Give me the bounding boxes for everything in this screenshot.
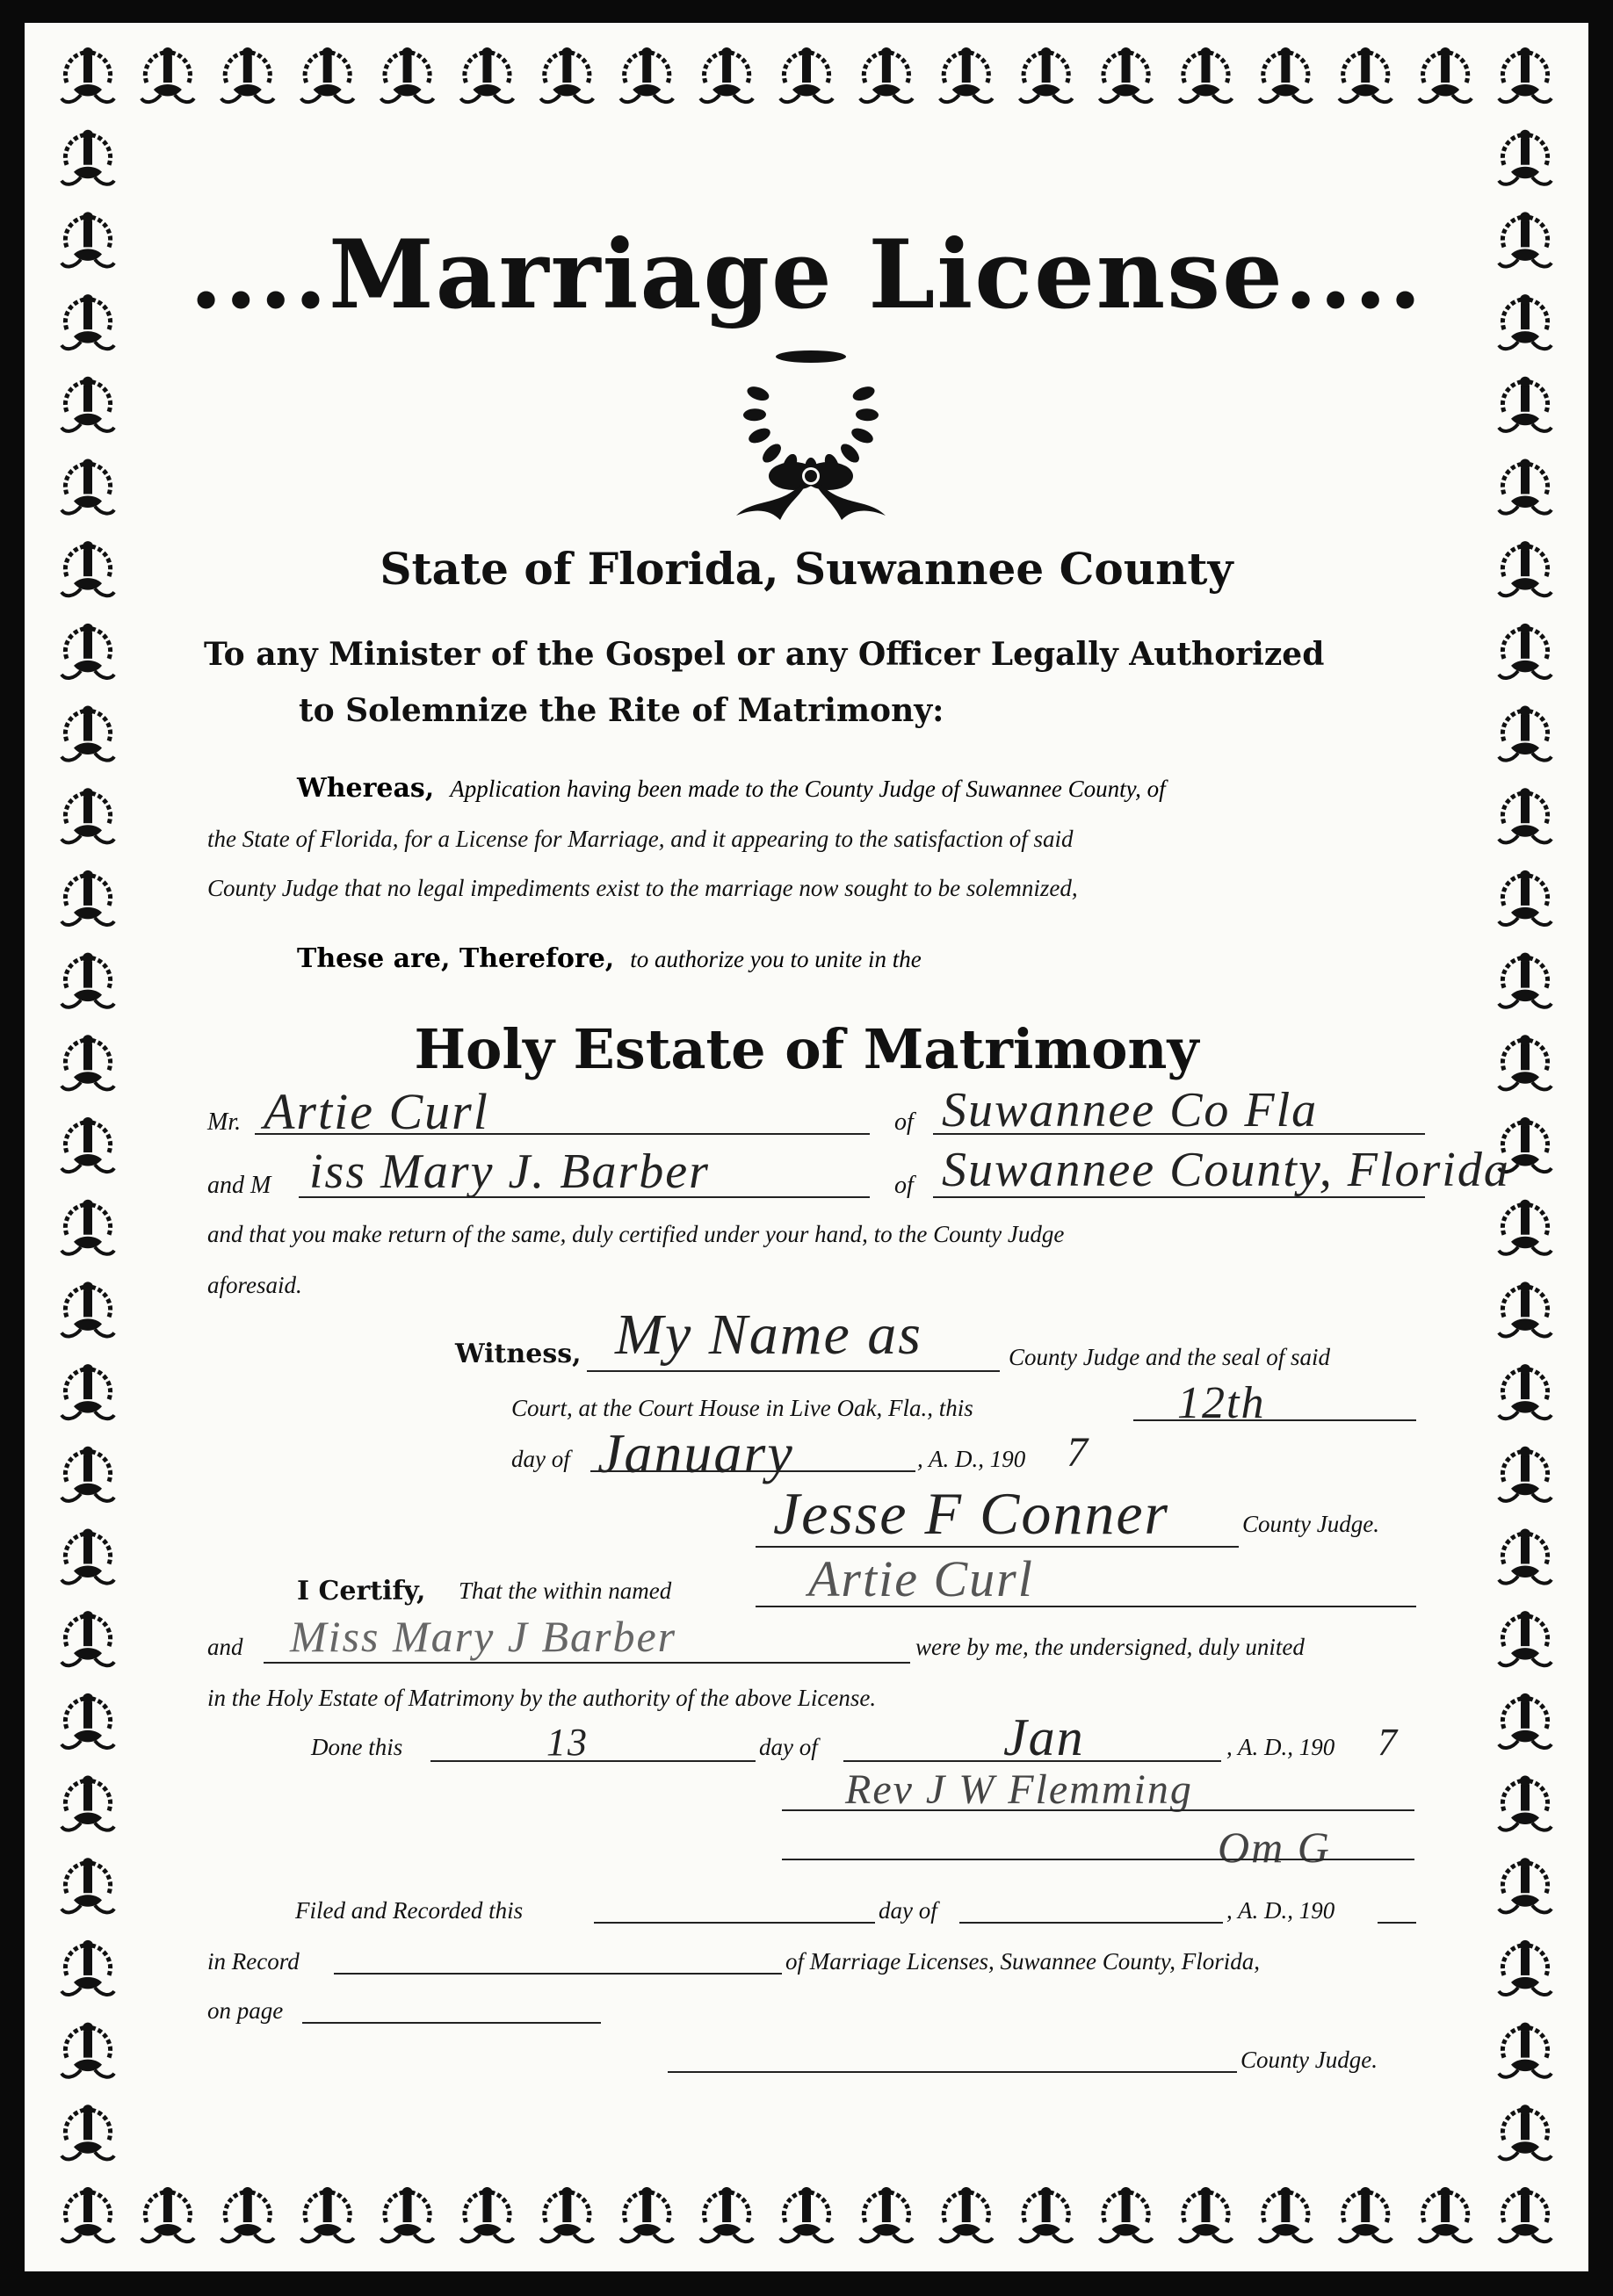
and-label: and	[207, 1634, 243, 1660]
border-ornament-icon	[1499, 1447, 1552, 1501]
groom-name-line	[255, 1133, 870, 1135]
filed-day-of-label: day of	[879, 1897, 937, 1924]
on-page-line	[302, 2022, 601, 2024]
whereas-line-3: County Judge that no legal impediments exist to the marriage now sought to be solemnized,	[207, 875, 1078, 901]
certify-groom: Artie Curl	[808, 1550, 1034, 1607]
authority-text: in the Holy Estate of Matrimony by the authority of the above License.	[207, 1685, 877, 1711]
in-record-line	[334, 1973, 782, 1975]
border-ornament-icon	[860, 2187, 913, 2242]
border-ornament-icon	[1499, 1364, 1552, 1419]
issue-ad-label: , A. D., 190	[917, 1446, 1026, 1472]
border-ornament-icon	[61, 1776, 114, 1830]
border-ornament-icon	[1100, 2187, 1153, 2242]
border-ornament-icon	[221, 47, 274, 102]
filed-year-line	[1378, 1922, 1416, 1924]
border-ornament-icon	[1499, 706, 1552, 761]
done-year-digit: 7	[1378, 1721, 1399, 1764]
these-text: to authorize you to unite in the	[630, 946, 922, 972]
border-ornament-icon	[700, 47, 753, 102]
border-ornament-icon	[1179, 2187, 1232, 2242]
done-this-label: Done this	[311, 1734, 403, 1760]
border-ornament-icon	[1339, 47, 1392, 102]
border-ornament-icon	[61, 953, 114, 1007]
border-ornament-icon	[381, 47, 434, 102]
final-judge-line	[668, 2071, 1237, 2073]
groom-residence: Suwannee Co Fla	[942, 1083, 1319, 1137]
border-ornament-icon	[460, 47, 513, 102]
border-ornament-icon	[940, 47, 993, 102]
filed-label: Filed and Recorded this	[295, 1897, 524, 1924]
border-ornament-icon	[301, 47, 354, 102]
border-ornament-icon	[1499, 1282, 1552, 1336]
county-judge-label: County Judge.	[1242, 1511, 1379, 1537]
done-month: Jan	[1003, 1708, 1085, 1766]
border-ornament-icon	[61, 1117, 114, 1172]
groom-of-label: of	[894, 1108, 914, 1136]
certify-bride-line	[264, 1662, 910, 1664]
return-line-2: aforesaid.	[207, 1272, 302, 1298]
done-day-of-label: day of	[759, 1734, 818, 1760]
border-ornament-icon	[1259, 2187, 1312, 2242]
minister-signature-line	[782, 1809, 1414, 1811]
filed-month-line	[959, 1922, 1223, 1924]
bride-name: iss Mary J. Barber	[309, 1144, 710, 1199]
border-ornament-icon	[61, 130, 114, 184]
border-ornament-icon	[61, 2105, 114, 2159]
border-ornament-icon	[1499, 2187, 1552, 2242]
border-ornament-icon	[1499, 953, 1552, 1007]
border-ornament-icon	[61, 1447, 114, 1501]
filed-ad-label: , A. D., 190	[1226, 1897, 1335, 1924]
border-ornament-icon	[1499, 2023, 1552, 2077]
border-ornament-icon	[61, 1364, 114, 1419]
and-m-label: and M	[207, 1172, 271, 1199]
border-ornament-icon	[780, 47, 833, 102]
witness-lead: Witness,	[455, 1339, 582, 1369]
border-ornament-icon	[1499, 1200, 1552, 1254]
final-judge-label: County Judge.	[1240, 2047, 1378, 2073]
border-ornament-icon	[1020, 47, 1073, 102]
issue-day-line	[1133, 1419, 1416, 1421]
border-ornament-icon	[1499, 870, 1552, 925]
border-ornament-icon	[61, 2023, 114, 2077]
border-ornament-icon	[1020, 2187, 1073, 2242]
border-ornament-icon	[1419, 47, 1472, 102]
border-ornament-icon	[1419, 2187, 1472, 2242]
bride-name-line	[299, 1196, 870, 1198]
border-ornament-icon	[61, 1858, 114, 1912]
border-ornament-icon	[1499, 1528, 1552, 1583]
border-ornament-icon	[940, 2187, 993, 2242]
in-record-label: in Record	[207, 1948, 300, 1975]
border-ornament-icon	[700, 2187, 753, 2242]
witness-line	[587, 1370, 1000, 1372]
record-text: of Marriage Licenses, Suwannee County, Florida,	[785, 1948, 1260, 1975]
on-page-label: on page	[207, 1997, 284, 2024]
mr-label: Mr.	[207, 1108, 242, 1136]
border-ornament-icon	[61, 624, 114, 678]
done-month-line	[843, 1760, 1221, 1762]
these-lead: These are, Therefore,	[297, 943, 615, 974]
border-ornament-icon	[780, 2187, 833, 2242]
certify-groom-line	[756, 1606, 1416, 1607]
address-line-2: to Solemnize the Rite of Matrimony:	[299, 692, 944, 729]
done-day-line	[430, 1760, 756, 1762]
minister-signature: Rev J W Flemming	[845, 1766, 1193, 1813]
done-ad-label: , A. D., 190	[1226, 1734, 1335, 1760]
border-ornament-icon	[1499, 2105, 1552, 2159]
border-ornament-icon	[61, 1940, 114, 1995]
address-line-1: To any Minister of the Gospel or any Officer Legally Authorized	[204, 636, 1325, 673]
wreath-icon	[710, 344, 912, 529]
border-ornament-icon	[61, 870, 114, 925]
border-ornament-icon	[61, 1200, 114, 1254]
groom-residence-line	[933, 1133, 1425, 1135]
border-ornament-icon	[1499, 788, 1552, 842]
judge-signature-line	[756, 1546, 1239, 1548]
border-ornament-icon	[620, 47, 673, 102]
filed-day-line	[594, 1922, 875, 1924]
court-text: Court, at the Court House in Live Oak, Fla., this	[511, 1395, 973, 1421]
holy-estate-heading: Holy Estate of Matrimony	[414, 1017, 1199, 1081]
border-ornament-icon	[1339, 2187, 1392, 2242]
border-ornament-icon	[61, 788, 114, 842]
bride-of-label: of	[894, 1172, 914, 1199]
border-ornament-icon	[540, 47, 593, 102]
done-day: 13	[546, 1721, 589, 1764]
bride-residence: Suwannee County, Florida	[942, 1143, 1510, 1197]
border-ornament-icon	[61, 1611, 114, 1665]
witness-text: County Judge and the seal of said	[1009, 1344, 1330, 1370]
issue-month-line	[590, 1470, 915, 1472]
certify-text: That the within named	[459, 1578, 672, 1604]
border-ornament-icon	[61, 1693, 114, 1748]
border-ornament-icon	[61, 2187, 114, 2242]
border-ornament-icon	[221, 2187, 274, 2242]
border-ornament-icon	[61, 377, 114, 431]
border-ornament-icon	[61, 47, 114, 102]
border-ornament-icon	[540, 2187, 593, 2242]
border-ornament-icon	[61, 458, 114, 513]
whereas-lead: Whereas,	[297, 773, 435, 804]
border-ornament-icon	[1499, 1858, 1552, 1912]
united-text: were by me, the undersigned, duly united	[915, 1634, 1305, 1660]
border-ornament-icon	[1499, 624, 1552, 678]
border-ornament-icon	[860, 47, 913, 102]
border-ornament-icon	[460, 2187, 513, 2242]
state-county-heading: State of Florida, Suwannee County	[380, 543, 1233, 595]
border-ornament-icon	[1499, 1776, 1552, 1830]
border-ornament-icon	[620, 2187, 673, 2242]
certify-bride: Miss Mary J Barber	[290, 1612, 677, 1661]
border-ornament-icon	[61, 1282, 114, 1336]
minister-title-line	[782, 1859, 1414, 1860]
witness-handwritten: My Name as	[615, 1303, 922, 1367]
groom-name: Artie Curl	[264, 1083, 489, 1140]
issue-day: 12th	[1177, 1378, 1266, 1428]
bride-residence-line	[933, 1196, 1425, 1198]
border-ornament-icon	[61, 1528, 114, 1583]
border-ornament-icon	[301, 2187, 354, 2242]
border-ornament-icon	[1499, 130, 1552, 184]
return-line-1: and that you make return of the same, duly certified under your hand, to the County Judge	[207, 1221, 1065, 1247]
border-ornament-icon	[1499, 377, 1552, 431]
issue-year-digit: 7	[1067, 1429, 1089, 1476]
border-ornament-icon	[61, 706, 114, 761]
minister-title: Om G	[1218, 1823, 1331, 1872]
day-of-label: day of	[511, 1446, 570, 1472]
border-ornament-icon	[1499, 458, 1552, 513]
judge-signature: Jesse F Conner	[773, 1480, 1170, 1547]
border-ornament-icon	[381, 2187, 434, 2242]
whereas-line-1: Application having been made to the County Judge of Suwannee County, of	[450, 776, 1166, 802]
border-ornament-icon	[1499, 47, 1552, 102]
border-ornament-icon	[1179, 47, 1232, 102]
certify-lead: I Certify,	[297, 1576, 426, 1606]
issue-month: January	[597, 1422, 794, 1484]
whereas-line-2: the State of Florida, for a License for Marriage, and it appearing to the satisfaction of said	[207, 826, 1074, 852]
border-ornament-icon	[1499, 1611, 1552, 1665]
border-ornament-icon	[141, 2187, 194, 2242]
border-ornament-icon	[1499, 1693, 1552, 1748]
border-ornament-icon	[141, 47, 194, 102]
document-title: ....Marriage License....	[189, 220, 1424, 330]
border-ornament-icon	[1259, 47, 1312, 102]
border-ornament-icon	[1100, 47, 1153, 102]
border-ornament-icon	[1499, 1940, 1552, 1995]
